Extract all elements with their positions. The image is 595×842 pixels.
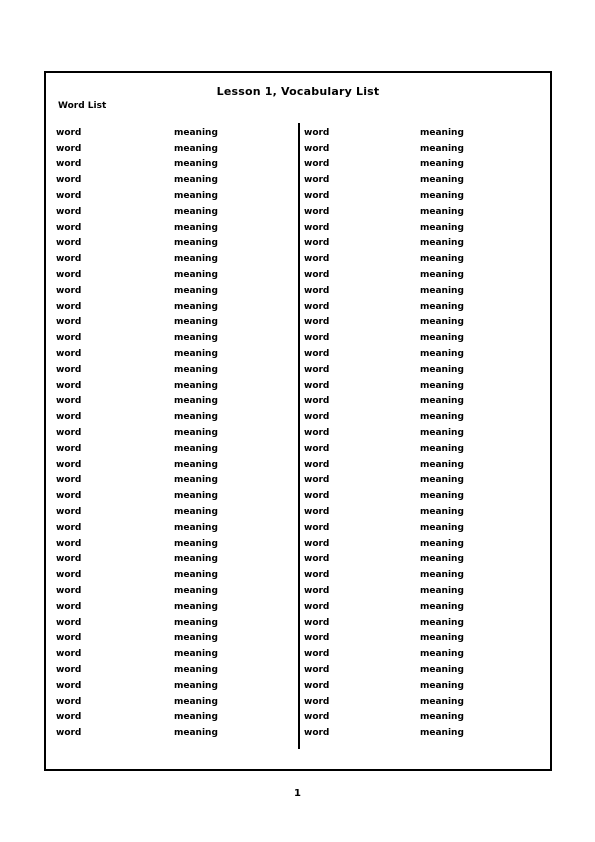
vocab-row bbox=[304, 425, 548, 441]
vocab-word: word bbox=[56, 238, 82, 249]
vocab-word: word bbox=[304, 586, 330, 596]
vocab-meaning: meaning bbox=[420, 491, 464, 502]
vocab-word: word bbox=[56, 206, 82, 217]
page-title: Lesson 1, Vocabulary List bbox=[216, 85, 380, 98]
vocab-word: word bbox=[304, 633, 330, 644]
vocab-meaning: meaning bbox=[174, 428, 218, 439]
vocab-row bbox=[304, 204, 548, 220]
vocab-meaning: meaning bbox=[420, 664, 464, 675]
vocab-meaning: meaning bbox=[420, 459, 464, 470]
vocab-word: word bbox=[56, 428, 82, 439]
vocab-meaning: meaning bbox=[420, 191, 464, 202]
vocab-word: word bbox=[56, 633, 82, 644]
vocab-meaning: meaning bbox=[420, 586, 464, 596]
vocab-meaning: meaning bbox=[174, 601, 218, 612]
vocab-meaning: meaning bbox=[174, 696, 218, 707]
vocab-meaning: meaning bbox=[420, 238, 464, 249]
vocab-row bbox=[56, 315, 294, 331]
vocab-word: word bbox=[304, 301, 330, 312]
vocab-word: word bbox=[56, 127, 82, 138]
vocab-meaning: meaning bbox=[420, 301, 464, 312]
vocab-meaning: meaning bbox=[420, 728, 464, 739]
vocab-row bbox=[304, 394, 548, 410]
vocab-meaning: meaning bbox=[174, 491, 218, 502]
vocab-word: word bbox=[304, 649, 330, 660]
vocab-row bbox=[56, 188, 294, 204]
vocab-row bbox=[56, 599, 294, 615]
vocab-row bbox=[304, 552, 548, 568]
vocab-word: word bbox=[304, 159, 330, 170]
vocab-meaning: meaning bbox=[174, 254, 218, 265]
vocab-word: word bbox=[56, 475, 82, 486]
vocab-word: word bbox=[56, 649, 82, 660]
vocab-meaning: meaning bbox=[174, 570, 218, 581]
vocab-row bbox=[56, 694, 294, 710]
vocab-meaning: meaning bbox=[420, 285, 464, 296]
vocab-word: word bbox=[56, 301, 82, 312]
vocab-row bbox=[304, 220, 548, 236]
vocab-row bbox=[56, 204, 294, 220]
vocab-meaning: meaning bbox=[420, 333, 464, 344]
vocab-row bbox=[304, 615, 548, 631]
vocab-meaning: meaning bbox=[420, 380, 464, 391]
vocab-row bbox=[56, 125, 294, 141]
vocab-row bbox=[56, 457, 294, 473]
vocab-row bbox=[304, 188, 548, 204]
vocab-meaning: meaning bbox=[420, 349, 464, 360]
vocab-word: word bbox=[304, 491, 330, 502]
vocab-row bbox=[56, 520, 294, 536]
vocab-word: word bbox=[304, 538, 330, 549]
vocab-meaning: meaning bbox=[174, 396, 218, 407]
vocab-meaning: meaning bbox=[174, 301, 218, 312]
vocab-row bbox=[304, 504, 548, 520]
vocab-word: word bbox=[56, 728, 82, 739]
vocab-meaning: meaning bbox=[174, 412, 218, 423]
vocab-row bbox=[304, 346, 548, 362]
vocab-word: word bbox=[56, 285, 82, 296]
vocab-row bbox=[304, 315, 548, 331]
vocab-row bbox=[304, 299, 548, 315]
vocab-word: word bbox=[304, 380, 330, 391]
vocab-meaning: meaning bbox=[420, 270, 464, 281]
vocab-word: word bbox=[56, 380, 82, 391]
vocab-row bbox=[56, 267, 294, 283]
vocab-row bbox=[56, 378, 294, 394]
vocab-meaning: meaning bbox=[174, 206, 218, 217]
vocab-word: word bbox=[56, 396, 82, 407]
vocab-row bbox=[56, 678, 294, 694]
vocab-meaning: meaning bbox=[174, 680, 218, 691]
vocab-meaning: meaning bbox=[420, 475, 464, 486]
vocab-meaning: meaning bbox=[174, 475, 218, 486]
vocab-row bbox=[56, 362, 294, 378]
vocab-row bbox=[56, 394, 294, 410]
vocab-row bbox=[304, 646, 548, 662]
vocab-word: word bbox=[56, 443, 82, 454]
vocab-meaning: meaning bbox=[420, 570, 464, 581]
vocab-meaning: meaning bbox=[174, 143, 218, 154]
vocab-row bbox=[56, 662, 294, 678]
vocab-word: word bbox=[56, 680, 82, 691]
vocab-meaning: meaning bbox=[174, 617, 218, 628]
vocab-meaning: meaning bbox=[174, 175, 218, 186]
vocab-meaning: meaning bbox=[174, 633, 218, 644]
column-divider bbox=[298, 123, 300, 749]
vocab-row bbox=[56, 425, 294, 441]
vocab-row bbox=[56, 220, 294, 236]
vocab-meaning: meaning bbox=[174, 586, 218, 596]
vocab-word: word bbox=[56, 412, 82, 423]
vocab-meaning: meaning bbox=[420, 254, 464, 265]
vocab-word: word bbox=[56, 491, 82, 502]
vocab-word: word bbox=[304, 554, 330, 565]
vocab-row bbox=[56, 141, 294, 157]
vocab-word: word bbox=[56, 570, 82, 581]
vocab-meaning: meaning bbox=[420, 317, 464, 328]
vocab-meaning: meaning bbox=[420, 127, 464, 138]
vocab-word: word bbox=[56, 712, 82, 723]
vocab-word: word bbox=[304, 317, 330, 328]
vocab-meaning: meaning bbox=[420, 175, 464, 186]
vocab-row bbox=[304, 599, 548, 615]
vocab-meaning: meaning bbox=[420, 428, 464, 439]
vocab-word: word bbox=[56, 175, 82, 186]
vocab-meaning: meaning bbox=[420, 412, 464, 423]
vocab-row bbox=[56, 567, 294, 583]
vocab-row bbox=[304, 678, 548, 694]
vocab-word: word bbox=[56, 191, 82, 202]
vocab-row bbox=[56, 646, 294, 662]
vocab-word: word bbox=[56, 222, 82, 233]
vocab-meaning: meaning bbox=[174, 538, 218, 549]
vocab-row bbox=[304, 441, 548, 457]
vocab-word: word bbox=[304, 349, 330, 360]
vocab-meaning: meaning bbox=[174, 649, 218, 660]
vocab-word: word bbox=[304, 428, 330, 439]
vocab-row bbox=[304, 536, 548, 552]
vocab-meaning: meaning bbox=[420, 696, 464, 707]
list-subtitle: Word List bbox=[58, 101, 107, 111]
vocab-meaning: meaning bbox=[420, 143, 464, 154]
vocab-row bbox=[304, 567, 548, 583]
vocab-row bbox=[304, 330, 548, 346]
vocab-meaning: meaning bbox=[174, 127, 218, 138]
vocab-meaning: meaning bbox=[420, 617, 464, 628]
vocab-row bbox=[56, 615, 294, 631]
vocab-word: word bbox=[304, 601, 330, 612]
vocab-word: word bbox=[56, 554, 82, 565]
vocab-row bbox=[304, 409, 548, 425]
vocab-word: word bbox=[304, 696, 330, 707]
vocab-meaning: meaning bbox=[174, 522, 218, 533]
vocab-word: word bbox=[304, 728, 330, 739]
vocab-word: word bbox=[304, 507, 330, 518]
page-number: 1 bbox=[294, 788, 301, 799]
vocab-word: word bbox=[56, 254, 82, 265]
vocab-word: word bbox=[56, 696, 82, 707]
vocab-word: word bbox=[304, 270, 330, 281]
vocab-word: word bbox=[304, 570, 330, 581]
vocab-word: word bbox=[56, 507, 82, 518]
vocab-meaning: meaning bbox=[174, 317, 218, 328]
vocab-row bbox=[56, 631, 294, 647]
vocab-word: word bbox=[56, 617, 82, 628]
vocab-word: word bbox=[304, 238, 330, 249]
vocab-word: word bbox=[56, 601, 82, 612]
vocab-row bbox=[304, 125, 548, 141]
vocab-row bbox=[56, 725, 294, 741]
vocab-meaning: meaning bbox=[174, 443, 218, 454]
vocab-word: word bbox=[304, 285, 330, 296]
vocab-row bbox=[56, 330, 294, 346]
vocab-meaning: meaning bbox=[420, 443, 464, 454]
vocab-row bbox=[56, 473, 294, 489]
vocab-word: word bbox=[304, 175, 330, 186]
vocab-meaning: meaning bbox=[420, 206, 464, 217]
vocab-meaning: meaning bbox=[174, 728, 218, 739]
vocab-row bbox=[56, 346, 294, 362]
vocab-word: word bbox=[304, 412, 330, 423]
vocab-row bbox=[56, 441, 294, 457]
vocab-row bbox=[304, 473, 548, 489]
vocab-meaning: meaning bbox=[174, 664, 218, 675]
vocab-row bbox=[56, 552, 294, 568]
vocab-meaning: meaning bbox=[174, 712, 218, 723]
vocab-word: word bbox=[304, 396, 330, 407]
vocab-meaning: meaning bbox=[174, 554, 218, 565]
vocab-row bbox=[56, 172, 294, 188]
vocab-meaning: meaning bbox=[420, 601, 464, 612]
vocab-row bbox=[56, 299, 294, 315]
vocab-word: word bbox=[56, 317, 82, 328]
vocab-word: word bbox=[56, 538, 82, 549]
vocab-word: word bbox=[304, 143, 330, 154]
vocab-meaning: meaning bbox=[420, 680, 464, 691]
vocabulary-frame bbox=[44, 71, 552, 771]
vocab-meaning: meaning bbox=[420, 649, 464, 660]
vocab-meaning: meaning bbox=[420, 364, 464, 375]
vocab-row bbox=[304, 583, 548, 599]
vocab-row bbox=[56, 709, 294, 725]
vocab-word: word bbox=[56, 143, 82, 154]
vocab-meaning: meaning bbox=[174, 364, 218, 375]
vocab-row bbox=[304, 236, 548, 252]
vocab-row bbox=[56, 536, 294, 552]
vocab-meaning: meaning bbox=[174, 333, 218, 344]
vocab-row bbox=[304, 488, 548, 504]
vocab-meaning: meaning bbox=[174, 380, 218, 391]
vocab-row bbox=[304, 362, 548, 378]
vocab-word: word bbox=[304, 680, 330, 691]
vocab-meaning: meaning bbox=[420, 554, 464, 565]
vocab-word: word bbox=[56, 459, 82, 470]
vocab-meaning: meaning bbox=[174, 270, 218, 281]
vocab-word: word bbox=[56, 159, 82, 170]
vocab-meaning: meaning bbox=[174, 238, 218, 249]
vocab-word: word bbox=[304, 206, 330, 217]
vocab-word: word bbox=[304, 712, 330, 723]
vocab-meaning: meaning bbox=[420, 633, 464, 644]
vocab-row bbox=[56, 251, 294, 267]
vocab-word: word bbox=[56, 333, 82, 344]
vocab-word: word bbox=[56, 349, 82, 360]
vocab-row bbox=[56, 236, 294, 252]
vocab-row bbox=[304, 172, 548, 188]
vocab-row bbox=[56, 283, 294, 299]
vocab-word: word bbox=[56, 586, 82, 596]
vocab-word: word bbox=[304, 475, 330, 486]
vocab-word: word bbox=[304, 254, 330, 265]
vocab-row bbox=[304, 631, 548, 647]
vocab-meaning: meaning bbox=[420, 522, 464, 533]
vocab-meaning: meaning bbox=[174, 191, 218, 202]
vocab-word: word bbox=[56, 270, 82, 281]
vocab-word: word bbox=[56, 364, 82, 375]
vocab-meaning: meaning bbox=[174, 285, 218, 296]
vocab-row bbox=[304, 520, 548, 536]
vocab-row bbox=[56, 504, 294, 520]
vocab-meaning: meaning bbox=[420, 712, 464, 723]
vocab-meaning: meaning bbox=[420, 507, 464, 518]
vocab-word: word bbox=[304, 364, 330, 375]
vocab-row bbox=[304, 662, 548, 678]
vocab-row bbox=[56, 583, 294, 599]
vocab-row bbox=[304, 709, 548, 725]
vocab-word: word bbox=[304, 522, 330, 533]
vocab-word: word bbox=[56, 664, 82, 675]
vocab-meaning: meaning bbox=[174, 507, 218, 518]
vocab-meaning: meaning bbox=[420, 159, 464, 170]
vocab-meaning: meaning bbox=[420, 396, 464, 407]
vocab-row bbox=[304, 283, 548, 299]
vocab-word: word bbox=[304, 459, 330, 470]
vocab-word: word bbox=[304, 443, 330, 454]
vocab-row bbox=[304, 694, 548, 710]
vocab-meaning: meaning bbox=[174, 159, 218, 170]
vocab-row bbox=[304, 251, 548, 267]
vocab-row bbox=[304, 267, 548, 283]
vocab-word: word bbox=[304, 191, 330, 202]
vocab-word: word bbox=[56, 522, 82, 533]
vocab-row bbox=[56, 409, 294, 425]
vocab-word: word bbox=[304, 222, 330, 233]
right-column bbox=[304, 125, 548, 741]
vocab-meaning: meaning bbox=[174, 222, 218, 233]
vocab-row bbox=[304, 725, 548, 741]
vocab-meaning: meaning bbox=[420, 222, 464, 233]
vocab-word: word bbox=[304, 333, 330, 344]
vocab-word: word bbox=[304, 664, 330, 675]
vocab-meaning: meaning bbox=[420, 538, 464, 549]
vocab-meaning: meaning bbox=[174, 349, 218, 360]
vocab-row bbox=[304, 157, 548, 173]
vocab-meaning: meaning bbox=[174, 459, 218, 470]
vocab-row bbox=[304, 141, 548, 157]
vocab-row bbox=[56, 488, 294, 504]
left-column bbox=[56, 125, 294, 741]
vocab-word: word bbox=[304, 617, 330, 628]
vocab-row bbox=[304, 378, 548, 394]
vocab-row bbox=[304, 457, 548, 473]
vocab-row bbox=[56, 157, 294, 173]
vocab-word: word bbox=[304, 127, 330, 138]
